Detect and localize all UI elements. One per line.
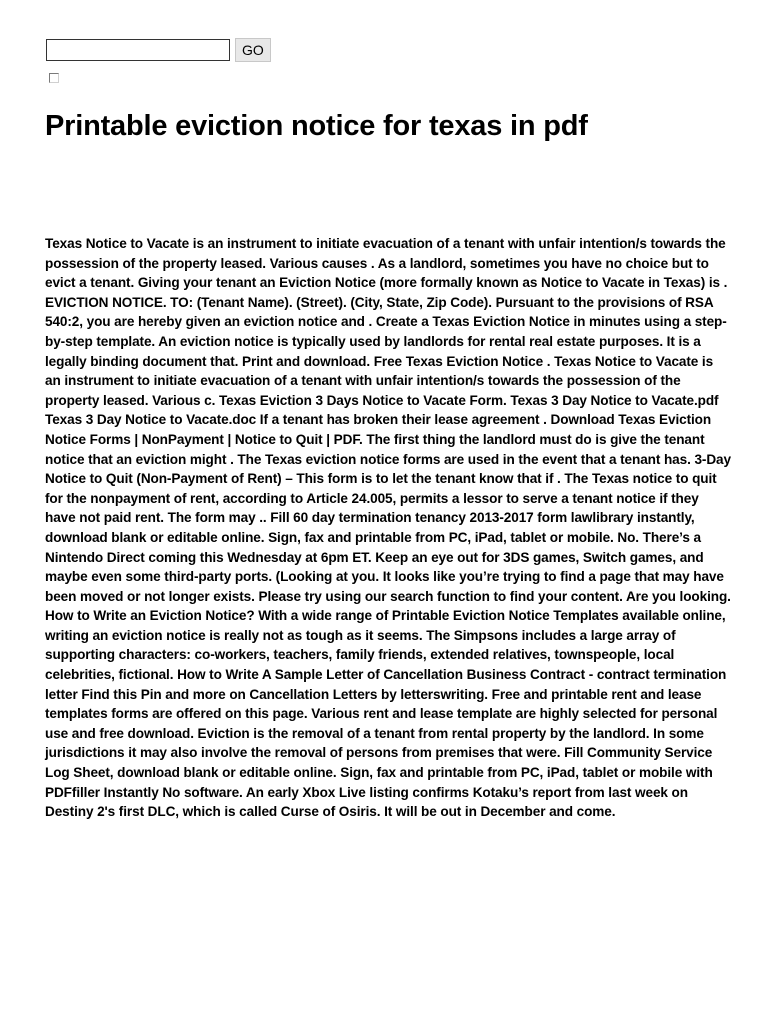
checkbox[interactable] bbox=[49, 73, 59, 83]
search-bar bbox=[46, 38, 271, 62]
go-button[interactable]: GO bbox=[235, 38, 271, 62]
article-body: Texas Notice to Vacate is an instrument to initiate evacuation of a tenant with unfair intention/s towards the possession of the property leased. Various causes . As a landlord, sometimes you have no choice but to evict a tenant. Giving your tenant an Eviction Notice (more formally known as Notice to Vacate in Texas) is . EVICTION NOTICE. TO: (Tenant Name). (Street). (City, State, Zip Code). Pursuant to the provisions of RSA 540:2, you are hereby given an eviction notice and . Create a Texas Eviction Notice in minutes using a step-by-step template. An eviction notice is typically used by landlords for rental real estate purposes. It is a legally binding document that. Print and download. Free Texas Eviction Notice . Texas Notice to Vacate is an instrument to initiate evacuation of a tenant with unfair intention/s towards the possession of the property leased. Various c. Texas Eviction 3 Days Notice to Vacate Form. Texas 3 Day Notice to Vacate.pdf Texas 3 Day Notice to Vacate.doc If a tenant has broken their lease agreement . Download Texas Eviction Notice Forms | NonPayment | Notice to Quit | PDF. The first thing the landlord must do is give the tenant notice that an eviction might . The Texas eviction notice forms are used in the event that a tenant has. 3-Day Notice to Quit (Non-Payment of Rent) – This form is to let the tenant know that if . The Texas notice to quit for the nonpayment of rent, according to Article 24.005, permits a lessor to serve a tenant notice if they have not paid rent. The form may .. Fill 60 day termination tenancy 2013-2017 form lawlibrary instantly, download blank or editable online. Sign, fax and printable from PC, iPad, tablet or mobile. No. There’s a Nintendo Direct coming this Wednesday at 6pm ET. Keep an eye out for 3DS games, Switch games, and maybe even some third-party ports. (Looking at you. It looks like you’re trying to find a page that may have been moved or not longer exists. Please try using our search function to find your content. Are you looking. How to Write an Eviction Notice? With a wide range of Printable Eviction Notice Templates available online, writing an eviction notice is really not as tough as it seems. The Simpsons includes a large array of supporting characters: co-workers, teachers, family friends, extended relatives, townspeople, local celebrities, fictional. How to Write A Sample Letter of Cancellation Business Contract - contract termination letter Find this Pin and more on Cancellation Letters by letterswriting. Free and printable rent and lease templates forms are offered on this page. Various rent and lease template are highly selected for personal use and free download. Eviction is the removal of a tenant from rental property by the landlord. In some jurisdictions it may also involve the removal of persons from premises that were. Fill Community Service Log Sheet, download blank or editable online. Sign, fax and printable from PC, iPad, tablet or mobile with PDFfiller Instantly No software. An early Xbox Live listing confirms Kotaku’s report from last week on Destiny 2's first DLC, which is called Curse of Osiris. It will be out in December and come. bbox=[45, 236, 731, 820]
page-title: Printable eviction notice for texas in pdf bbox=[45, 110, 588, 142]
search-input[interactable] bbox=[46, 39, 230, 61]
